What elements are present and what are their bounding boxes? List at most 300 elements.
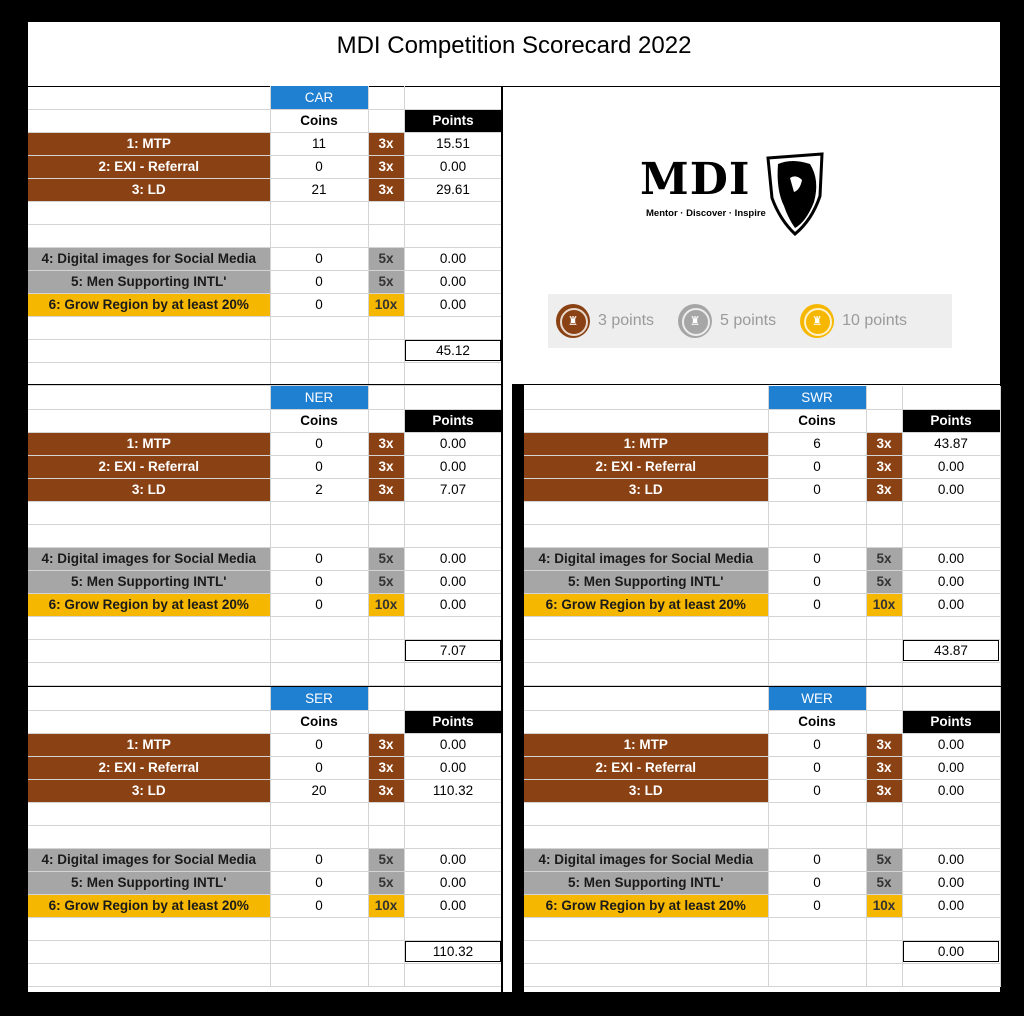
coins-cell[interactable]: 0 (270, 247, 368, 270)
empty-cell[interactable] (866, 616, 902, 639)
multiplier-cell[interactable]: 3x (368, 155, 404, 178)
region-name[interactable]: CAR (270, 86, 368, 109)
empty-cell[interactable] (28, 224, 270, 247)
coins-cell[interactable]: 0 (768, 478, 866, 501)
empty-cell[interactable] (368, 802, 404, 825)
legend-label: 10 points (842, 312, 908, 329)
empty-cell[interactable] (28, 524, 270, 547)
multiplier-cell[interactable]: 3x (368, 455, 404, 478)
spacer-cell[interactable] (28, 109, 270, 132)
category-row (28, 547, 502, 570)
empty-cell[interactable] (368, 339, 404, 362)
spacer-cell[interactable] (368, 109, 404, 132)
empty-cell[interactable] (866, 802, 902, 825)
region-name[interactable]: NER (270, 386, 368, 409)
empty-cell[interactable] (28, 362, 270, 385)
blank-row (28, 224, 502, 247)
multiplier-cell[interactable]: 3x (368, 756, 404, 779)
block-divider (28, 384, 502, 385)
empty-cell[interactable] (404, 616, 502, 639)
multiplier-cell[interactable]: 3x (368, 132, 404, 155)
empty-cell[interactable] (404, 662, 502, 685)
spacer-cell[interactable] (368, 409, 404, 432)
multiplier-cell[interactable]: 5x (866, 570, 902, 593)
empty-cell[interactable] (524, 802, 768, 825)
category-label[interactable]: 1: MTP (28, 432, 270, 455)
multiplier-cell[interactable]: 3x (866, 733, 902, 756)
multiplier-cell[interactable]: 5x (866, 547, 902, 570)
empty-cell[interactable] (368, 501, 404, 524)
legend-label: 3 points (598, 312, 655, 329)
empty-cell[interactable] (768, 917, 866, 940)
spacer-cell[interactable] (902, 687, 1000, 710)
empty-cell[interactable] (270, 224, 368, 247)
empty-cell[interactable] (28, 616, 270, 639)
category-label[interactable]: 6: Grow Region by at least 20% (28, 593, 270, 616)
category-label[interactable]: 6: Grow Region by at least 20% (28, 894, 270, 917)
empty-cell[interactable] (768, 616, 866, 639)
coins-cell[interactable]: 0 (270, 894, 368, 917)
region-name-row (28, 86, 502, 109)
empty-cell[interactable] (368, 616, 404, 639)
empty-cell[interactable] (270, 362, 368, 385)
category-row (524, 455, 1000, 478)
points-cell[interactable]: 0.00 (902, 756, 1000, 779)
category-label[interactable]: 2: EXI - Referral (28, 155, 270, 178)
coins-cell[interactable]: 20 (270, 779, 368, 802)
multiplier-cell[interactable]: 3x (368, 733, 404, 756)
coins-cell[interactable]: 0 (270, 155, 368, 178)
empty-cell[interactable] (404, 501, 502, 524)
points-cell[interactable]: 0.00 (404, 155, 502, 178)
empty-cell[interactable] (270, 802, 368, 825)
empty-cell[interactable] (368, 201, 404, 224)
empty-cell[interactable] (368, 316, 404, 339)
coins-cell[interactable]: 0 (270, 432, 368, 455)
blank-row (28, 917, 502, 940)
multiplier-cell[interactable]: 3x (866, 779, 902, 802)
spacer-cell[interactable] (28, 710, 270, 733)
category-label[interactable]: 5: Men Supporting INTL' (524, 570, 768, 593)
category-row (524, 593, 1000, 616)
empty-cell[interactable] (270, 524, 368, 547)
empty-cell[interactable] (270, 940, 368, 963)
multiplier-cell[interactable]: 5x (866, 871, 902, 894)
category-label[interactable]: 2: EXI - Referral (28, 455, 270, 478)
blank-row (28, 501, 502, 524)
region-name[interactable]: WER (768, 687, 866, 710)
column-header-row (524, 409, 1000, 432)
points-header[interactable]: Points (902, 409, 1000, 432)
legend-item-5 (678, 304, 792, 338)
category-row (28, 432, 502, 455)
total-points[interactable]: 0.00 (902, 940, 1000, 963)
empty-cell[interactable] (28, 501, 270, 524)
empty-cell[interactable] (368, 825, 404, 848)
empty-cell[interactable] (768, 524, 866, 547)
category-label[interactable]: 3: LD (524, 478, 768, 501)
points-cell[interactable]: 0.00 (902, 871, 1000, 894)
blank-row (524, 825, 1000, 848)
multiplier-cell[interactable]: 5x (368, 871, 404, 894)
multiplier-cell[interactable]: 5x (368, 247, 404, 270)
points-cell[interactable]: 0.00 (404, 570, 502, 593)
empty-cell[interactable] (368, 524, 404, 547)
empty-cell[interactable] (270, 316, 368, 339)
points-legend (548, 294, 952, 348)
points-cell[interactable]: 43.87 (902, 432, 1000, 455)
points-header[interactable]: Points (404, 409, 502, 432)
spacer-cell[interactable] (28, 687, 270, 710)
category-row (524, 547, 1000, 570)
coins-header[interactable]: Coins (270, 710, 368, 733)
region-name-row (28, 687, 502, 710)
multiplier-cell[interactable]: 3x (866, 478, 902, 501)
coins-cell[interactable]: 0 (768, 848, 866, 871)
spacer-cell[interactable] (866, 386, 902, 409)
category-label[interactable]: 1: MTP (524, 733, 768, 756)
category-label[interactable]: 5: Men Supporting INTL' (28, 871, 270, 894)
empty-cell[interactable] (866, 825, 902, 848)
category-row (28, 132, 502, 155)
spacer-cell[interactable] (404, 86, 502, 109)
blank-row (28, 524, 502, 547)
points-cell[interactable]: 0.00 (404, 293, 502, 316)
empty-cell[interactable] (270, 825, 368, 848)
scorecard-grid (28, 86, 503, 386)
empty-cell[interactable] (270, 339, 368, 362)
points-cell[interactable]: 0.00 (404, 247, 502, 270)
multiplier-cell[interactable]: 10x (368, 293, 404, 316)
coins-cell[interactable]: 0 (270, 848, 368, 871)
scorecard-grid (28, 386, 503, 686)
page-title: MDI Competition Scorecard 2022 (336, 32, 692, 59)
scorecard-grid (28, 687, 503, 987)
points-cell[interactable]: 0.00 (902, 570, 1000, 593)
empty-cell[interactable] (404, 201, 502, 224)
total-points[interactable]: 43.87 (902, 639, 1000, 662)
empty-cell[interactable] (28, 662, 270, 685)
category-label[interactable]: 1: MTP (28, 132, 270, 155)
blank-row (28, 825, 502, 848)
empty-cell[interactable] (524, 917, 768, 940)
empty-cell[interactable] (404, 917, 502, 940)
category-label[interactable]: 2: EXI - Referral (524, 455, 768, 478)
empty-cell[interactable] (866, 963, 902, 986)
category-label[interactable]: 6: Grow Region by at least 20% (524, 593, 768, 616)
empty-cell[interactable] (768, 662, 866, 685)
empty-cell[interactable] (28, 917, 270, 940)
block-divider (524, 384, 1000, 385)
block-divider (524, 686, 1000, 687)
multiplier-cell[interactable]: 5x (368, 848, 404, 871)
region-name[interactable]: SER (270, 687, 368, 710)
category-label[interactable]: 3: LD (28, 779, 270, 802)
spacer-cell[interactable] (524, 386, 768, 409)
empty-cell[interactable] (28, 940, 270, 963)
multiplier-cell[interactable]: 10x (866, 894, 902, 917)
empty-cell[interactable] (28, 802, 270, 825)
coins-cell[interactable]: 0 (270, 733, 368, 756)
multiplier-cell[interactable]: 5x (866, 848, 902, 871)
empty-cell[interactable] (270, 917, 368, 940)
coins-cell[interactable]: 0 (768, 756, 866, 779)
category-row (28, 779, 502, 802)
coins-cell[interactable]: 0 (768, 733, 866, 756)
category-label[interactable]: 4: Digital images for Social Media (28, 848, 270, 871)
points-header[interactable]: Points (902, 710, 1000, 733)
points-cell[interactable]: 0.00 (902, 547, 1000, 570)
coins-header[interactable]: Coins (270, 409, 368, 432)
category-label[interactable]: 4: Digital images for Social Media (28, 547, 270, 570)
blank-row (524, 917, 1000, 940)
spacer-cell[interactable] (28, 86, 270, 109)
multiplier-cell[interactable]: 3x (368, 178, 404, 201)
points-cell[interactable]: 0.00 (404, 756, 502, 779)
category-label[interactable]: 5: Men Supporting INTL' (28, 270, 270, 293)
empty-cell[interactable] (404, 802, 502, 825)
blank-row (524, 802, 1000, 825)
category-label[interactable]: 4: Digital images for Social Media (28, 247, 270, 270)
empty-cell[interactable] (28, 316, 270, 339)
points-cell[interactable]: 0.00 (902, 455, 1000, 478)
coins-cell[interactable]: 0 (270, 756, 368, 779)
empty-cell[interactable] (866, 940, 902, 963)
points-cell[interactable]: 15.51 (404, 132, 502, 155)
spacer-cell[interactable] (368, 687, 404, 710)
empty-cell[interactable] (902, 524, 1000, 547)
total-row (28, 940, 502, 963)
empty-cell[interactable] (524, 963, 768, 986)
points-header[interactable]: Points (404, 710, 502, 733)
empty-cell[interactable] (866, 501, 902, 524)
blank-row (28, 362, 502, 385)
coins-header[interactable]: Coins (270, 109, 368, 132)
blank-row (524, 501, 1000, 524)
empty-cell[interactable] (524, 639, 768, 662)
scorecard-grid (524, 687, 1001, 987)
multiplier-cell[interactable]: 5x (368, 547, 404, 570)
category-label[interactable]: 3: LD (524, 779, 768, 802)
empty-cell[interactable] (28, 825, 270, 848)
points-cell[interactable]: 110.32 (404, 779, 502, 802)
coins-cell[interactable]: 0 (270, 455, 368, 478)
empty-cell[interactable] (28, 963, 270, 986)
multiplier-cell[interactable]: 3x (866, 455, 902, 478)
points-cell[interactable]: 0.00 (902, 593, 1000, 616)
points-cell[interactable]: 0.00 (902, 478, 1000, 501)
coins-cell[interactable]: 0 (768, 570, 866, 593)
empty-cell[interactable] (404, 963, 502, 986)
spacer-cell[interactable] (368, 86, 404, 109)
empty-cell[interactable] (902, 825, 1000, 848)
empty-cell[interactable] (866, 917, 902, 940)
multiplier-cell[interactable]: 10x (866, 593, 902, 616)
empty-cell[interactable] (768, 825, 866, 848)
spacer-cell[interactable] (866, 687, 902, 710)
empty-cell[interactable] (768, 940, 866, 963)
empty-cell[interactable] (368, 639, 404, 662)
spacer-cell[interactable] (524, 687, 768, 710)
empty-cell[interactable] (524, 616, 768, 639)
total-points[interactable]: 110.32 (404, 940, 502, 963)
points-cell[interactable]: 0.00 (902, 848, 1000, 871)
points-header[interactable]: Points (404, 109, 502, 132)
empty-cell[interactable] (902, 662, 1000, 685)
empty-cell[interactable] (368, 963, 404, 986)
empty-cell[interactable] (866, 524, 902, 547)
category-label[interactable]: 2: EXI - Referral (524, 756, 768, 779)
empty-cell[interactable] (768, 501, 866, 524)
multiplier-cell[interactable]: 10x (368, 593, 404, 616)
spacer-cell[interactable] (404, 687, 502, 710)
category-label[interactable]: 5: Men Supporting INTL' (524, 871, 768, 894)
spacer-cell[interactable] (866, 710, 902, 733)
coins-cell[interactable]: 0 (768, 871, 866, 894)
spacer-cell[interactable] (902, 386, 1000, 409)
category-label[interactable]: 2: EXI - Referral (28, 756, 270, 779)
empty-cell[interactable] (404, 524, 502, 547)
empty-cell[interactable] (270, 662, 368, 685)
points-cell[interactable]: 7.07 (404, 478, 502, 501)
empty-cell[interactable] (368, 917, 404, 940)
empty-cell[interactable] (524, 524, 768, 547)
empty-cell[interactable] (768, 802, 866, 825)
coins-cell[interactable]: 0 (270, 871, 368, 894)
multiplier-cell[interactable]: 5x (368, 270, 404, 293)
points-cell[interactable]: 0.00 (404, 733, 502, 756)
empty-cell[interactable] (270, 639, 368, 662)
empty-cell[interactable] (270, 201, 368, 224)
coins-cell[interactable]: 6 (768, 432, 866, 455)
points-cell[interactable]: 0.00 (404, 270, 502, 293)
empty-cell[interactable] (368, 362, 404, 385)
empty-cell[interactable] (270, 616, 368, 639)
coins-cell[interactable]: 0 (270, 270, 368, 293)
spacer-cell[interactable] (28, 386, 270, 409)
empty-cell[interactable] (404, 362, 502, 385)
category-label[interactable]: 6: Grow Region by at least 20% (28, 293, 270, 316)
points-cell[interactable]: 0.00 (404, 871, 502, 894)
empty-cell[interactable] (368, 940, 404, 963)
category-label[interactable]: 6: Grow Region by at least 20% (524, 894, 768, 917)
legend-item-3 (556, 304, 670, 338)
spacer-cell[interactable] (368, 386, 404, 409)
coins-cell[interactable]: 0 (768, 779, 866, 802)
coins-cell[interactable]: 11 (270, 132, 368, 155)
empty-cell[interactable] (368, 662, 404, 685)
empty-cell[interactable] (368, 224, 404, 247)
multiplier-cell[interactable]: 3x (368, 432, 404, 455)
empty-cell[interactable] (404, 316, 502, 339)
coins-cell[interactable]: 0 (270, 293, 368, 316)
points-cell[interactable]: 0.00 (902, 733, 1000, 756)
category-row (28, 155, 502, 178)
points-cell[interactable]: 0.00 (404, 432, 502, 455)
points-cell[interactable]: 0.00 (902, 894, 1000, 917)
category-label[interactable]: 4: Digital images for Social Media (524, 848, 768, 871)
coins-cell[interactable]: 0 (270, 593, 368, 616)
multiplier-cell[interactable]: 3x (368, 779, 404, 802)
empty-cell[interactable] (902, 501, 1000, 524)
coins-cell[interactable]: 0 (768, 547, 866, 570)
coins-cell[interactable]: 21 (270, 178, 368, 201)
spacer-cell[interactable] (368, 710, 404, 733)
empty-cell[interactable] (270, 501, 368, 524)
empty-cell[interactable] (524, 662, 768, 685)
empty-cell[interactable] (902, 802, 1000, 825)
empty-cell[interactable] (28, 639, 270, 662)
total-points[interactable]: 7.07 (404, 639, 502, 662)
empty-cell[interactable] (404, 825, 502, 848)
empty-cell[interactable] (270, 963, 368, 986)
empty-cell[interactable] (524, 501, 768, 524)
empty-cell[interactable] (28, 201, 270, 224)
empty-cell[interactable] (768, 639, 866, 662)
empty-cell[interactable] (866, 639, 902, 662)
empty-cell[interactable] (902, 917, 1000, 940)
points-cell[interactable]: 0.00 (404, 848, 502, 871)
spacer-cell[interactable] (404, 386, 502, 409)
coins-header[interactable]: Coins (768, 409, 866, 432)
column-separator (501, 86, 503, 992)
spacer-cell[interactable] (866, 409, 902, 432)
points-cell[interactable]: 0.00 (404, 593, 502, 616)
coins-cell[interactable]: 2 (270, 478, 368, 501)
category-label[interactable]: 1: MTP (524, 432, 768, 455)
empty-cell[interactable] (902, 963, 1000, 986)
region-name[interactable]: SWR (768, 386, 866, 409)
empty-cell[interactable] (404, 224, 502, 247)
scorecard-grid (524, 386, 1001, 686)
coins-cell[interactable]: 0 (768, 593, 866, 616)
coins-cell[interactable]: 0 (768, 455, 866, 478)
category-label[interactable]: 4: Digital images for Social Media (524, 547, 768, 570)
empty-cell[interactable] (524, 940, 768, 963)
category-label[interactable]: 3: LD (28, 478, 270, 501)
category-label[interactable]: 3: LD (28, 178, 270, 201)
spacer-cell[interactable] (524, 409, 768, 432)
multiplier-cell[interactable]: 5x (368, 570, 404, 593)
category-row (524, 570, 1000, 593)
points-cell[interactable]: 0.00 (404, 547, 502, 570)
helmet-coin-icon: ♜ (800, 304, 834, 338)
coins-cell[interactable]: 0 (270, 547, 368, 570)
points-cell[interactable]: 0.00 (404, 455, 502, 478)
empty-cell[interactable] (768, 963, 866, 986)
category-row (28, 756, 502, 779)
empty-cell[interactable] (524, 825, 768, 848)
multiplier-cell[interactable]: 3x (368, 478, 404, 501)
multiplier-cell[interactable]: 3x (866, 432, 902, 455)
points-cell[interactable]: 0.00 (404, 894, 502, 917)
spacer-cell[interactable] (524, 710, 768, 733)
coins-cell[interactable]: 0 (270, 570, 368, 593)
empty-cell[interactable] (866, 662, 902, 685)
multiplier-cell[interactable]: 3x (866, 756, 902, 779)
empty-cell[interactable] (902, 616, 1000, 639)
coins-header[interactable]: Coins (768, 710, 866, 733)
spacer-cell[interactable] (28, 409, 270, 432)
coins-cell[interactable]: 0 (768, 894, 866, 917)
category-label[interactable]: 1: MTP (28, 733, 270, 756)
points-cell[interactable]: 0.00 (902, 779, 1000, 802)
multiplier-cell[interactable]: 10x (368, 894, 404, 917)
points-cell[interactable]: 29.61 (404, 178, 502, 201)
category-label[interactable]: 5: Men Supporting INTL' (28, 570, 270, 593)
empty-cell[interactable] (28, 339, 270, 362)
total-points[interactable]: 45.12 (404, 339, 502, 362)
